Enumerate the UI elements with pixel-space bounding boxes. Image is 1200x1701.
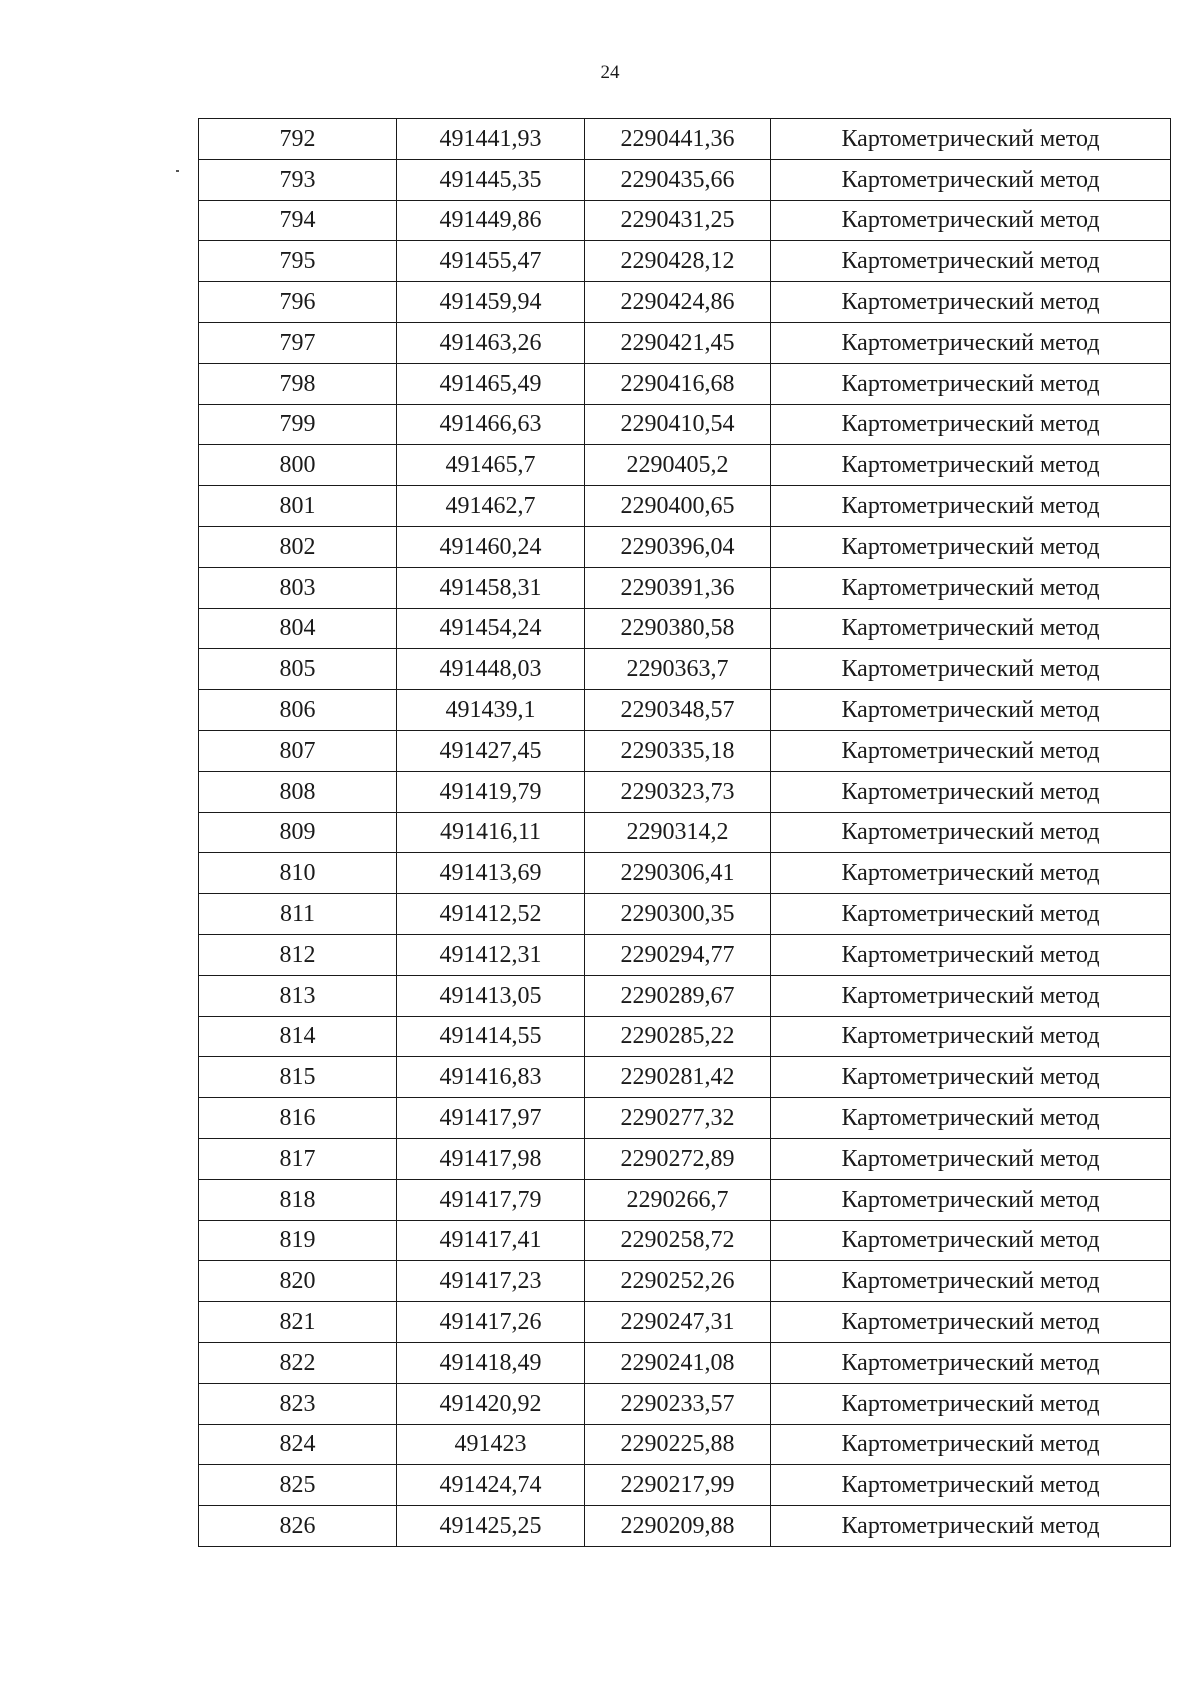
page-number: 24 — [600, 62, 620, 83]
table-row — [199, 649, 1171, 690]
point-number-cell: 801 — [199, 486, 397, 527]
x-coordinate-cell: 491417,41 — [397, 1220, 585, 1261]
coordinates-table — [198, 118, 1171, 1547]
table-row — [199, 1057, 1171, 1098]
x-coordinate-cell: 491420,92 — [397, 1383, 585, 1424]
y-coordinate-cell: 2290314,2 — [585, 812, 771, 853]
method-cell: Картометрический метод — [771, 1016, 1171, 1057]
x-coordinate-cell: 491413,05 — [397, 975, 585, 1016]
method-cell: Картометрический метод — [771, 282, 1171, 323]
method-cell: Картометрический метод — [771, 159, 1171, 200]
method-cell: Картометрический метод — [771, 1424, 1171, 1465]
method-cell: Картометрический метод — [771, 404, 1171, 445]
x-coordinate-cell: 491441,93 — [397, 119, 585, 160]
method-cell: Картометрический метод — [771, 1261, 1171, 1302]
y-coordinate-cell: 2290363,7 — [585, 649, 771, 690]
table-row — [199, 159, 1171, 200]
y-coordinate-cell: 2290441,36 — [585, 119, 771, 160]
table-row — [199, 1465, 1171, 1506]
x-coordinate-cell: 491414,55 — [397, 1016, 585, 1057]
y-coordinate-cell: 2290424,86 — [585, 282, 771, 323]
y-coordinate-cell: 2290252,26 — [585, 1261, 771, 1302]
x-coordinate-cell: 491413,69 — [397, 853, 585, 894]
y-coordinate-cell: 2290306,41 — [585, 853, 771, 894]
x-coordinate-cell: 491465,7 — [397, 445, 585, 486]
y-coordinate-cell: 2290209,88 — [585, 1506, 771, 1547]
point-number-cell: 813 — [199, 975, 397, 1016]
table-row — [199, 975, 1171, 1016]
point-number-cell: 825 — [199, 1465, 397, 1506]
method-cell: Картометрический метод — [771, 649, 1171, 690]
x-coordinate-cell: 491417,26 — [397, 1302, 585, 1343]
method-cell: Картометрический метод — [771, 771, 1171, 812]
y-coordinate-cell: 2290380,58 — [585, 608, 771, 649]
x-coordinate-cell: 491439,1 — [397, 690, 585, 731]
method-cell: Картометрический метод — [771, 322, 1171, 363]
point-number-cell: 811 — [199, 894, 397, 935]
table-row — [199, 1383, 1171, 1424]
method-cell: Картометрический метод — [771, 1179, 1171, 1220]
table-row — [199, 1424, 1171, 1465]
y-coordinate-cell: 2290400,65 — [585, 486, 771, 527]
x-coordinate-cell: 491459,94 — [397, 282, 585, 323]
point-number-cell: 822 — [199, 1342, 397, 1383]
point-number-cell: 808 — [199, 771, 397, 812]
table-row — [199, 771, 1171, 812]
method-cell: Картометрический метод — [771, 1138, 1171, 1179]
y-coordinate-cell: 2290285,22 — [585, 1016, 771, 1057]
y-coordinate-cell: 2290431,25 — [585, 200, 771, 241]
coordinates-table-body — [199, 119, 1171, 1547]
point-number-cell: 805 — [199, 649, 397, 690]
x-coordinate-cell: 491417,79 — [397, 1179, 585, 1220]
table-row — [199, 730, 1171, 771]
point-number-cell: 796 — [199, 282, 397, 323]
table-row — [199, 200, 1171, 241]
method-cell: Картометрический метод — [771, 567, 1171, 608]
point-number-cell: 799 — [199, 404, 397, 445]
point-number-cell: 821 — [199, 1302, 397, 1343]
x-coordinate-cell: 491419,79 — [397, 771, 585, 812]
method-cell: Картометрический метод — [771, 934, 1171, 975]
method-cell: Картометрический метод — [771, 200, 1171, 241]
point-number-cell: 810 — [199, 853, 397, 894]
y-coordinate-cell: 2290391,36 — [585, 567, 771, 608]
point-number-cell: 812 — [199, 934, 397, 975]
method-cell: Картометрический метод — [771, 363, 1171, 404]
table-row — [199, 934, 1171, 975]
y-coordinate-cell: 2290300,35 — [585, 894, 771, 935]
y-coordinate-cell: 2290281,42 — [585, 1057, 771, 1098]
x-coordinate-cell: 491417,23 — [397, 1261, 585, 1302]
point-number-cell: 800 — [199, 445, 397, 486]
point-number-cell: 797 — [199, 322, 397, 363]
method-cell: Картометрический метод — [771, 1098, 1171, 1139]
table-row — [199, 1179, 1171, 1220]
x-coordinate-cell: 491466,63 — [397, 404, 585, 445]
point-number-cell: 804 — [199, 608, 397, 649]
point-number-cell: 803 — [199, 567, 397, 608]
y-coordinate-cell: 2290410,54 — [585, 404, 771, 445]
method-cell: Картометрический метод — [771, 894, 1171, 935]
point-number-cell: 826 — [199, 1506, 397, 1547]
x-coordinate-cell: 491445,35 — [397, 159, 585, 200]
table-row — [199, 526, 1171, 567]
table-row — [199, 1016, 1171, 1057]
y-coordinate-cell: 2290405,2 — [585, 445, 771, 486]
table-row — [199, 486, 1171, 527]
method-cell: Картометрический метод — [771, 1465, 1171, 1506]
point-number-cell: 807 — [199, 730, 397, 771]
table-row — [199, 1506, 1171, 1547]
x-coordinate-cell: 491454,24 — [397, 608, 585, 649]
x-coordinate-cell: 491460,24 — [397, 526, 585, 567]
x-coordinate-cell: 491465,49 — [397, 363, 585, 404]
table-row — [199, 1220, 1171, 1261]
point-number-cell: 792 — [199, 119, 397, 160]
y-coordinate-cell: 2290335,18 — [585, 730, 771, 771]
y-coordinate-cell: 2290416,68 — [585, 363, 771, 404]
table-row — [199, 1261, 1171, 1302]
x-coordinate-cell: 491412,31 — [397, 934, 585, 975]
table-row — [199, 119, 1171, 160]
x-coordinate-cell: 491416,83 — [397, 1057, 585, 1098]
table-row — [199, 853, 1171, 894]
point-number-cell: 798 — [199, 363, 397, 404]
point-number-cell: 806 — [199, 690, 397, 731]
x-coordinate-cell: 491425,25 — [397, 1506, 585, 1547]
method-cell: Картометрический метод — [771, 812, 1171, 853]
table-row — [199, 322, 1171, 363]
method-cell: Картометрический метод — [771, 1383, 1171, 1424]
table-row — [199, 608, 1171, 649]
y-coordinate-cell: 2290266,7 — [585, 1179, 771, 1220]
table-row — [199, 1302, 1171, 1343]
x-coordinate-cell: 491448,03 — [397, 649, 585, 690]
y-coordinate-cell: 2290217,99 — [585, 1465, 771, 1506]
method-cell: Картометрический метод — [771, 486, 1171, 527]
x-coordinate-cell: 491462,7 — [397, 486, 585, 527]
y-coordinate-cell: 2290323,73 — [585, 771, 771, 812]
point-number-cell: 793 — [199, 159, 397, 200]
y-coordinate-cell: 2290247,31 — [585, 1302, 771, 1343]
method-cell: Картометрический метод — [771, 1342, 1171, 1383]
method-cell: Картометрический метод — [771, 730, 1171, 771]
x-coordinate-cell: 491463,26 — [397, 322, 585, 363]
y-coordinate-cell: 2290294,77 — [585, 934, 771, 975]
point-number-cell: 802 — [199, 526, 397, 567]
method-cell: Картометрический метод — [771, 445, 1171, 486]
table-row — [199, 282, 1171, 323]
method-cell: Картометрический метод — [771, 241, 1171, 282]
x-coordinate-cell: 491412,52 — [397, 894, 585, 935]
y-coordinate-cell: 2290289,67 — [585, 975, 771, 1016]
method-cell: Картометрический метод — [771, 1302, 1171, 1343]
method-cell: Картометрический метод — [771, 1057, 1171, 1098]
table-row — [199, 363, 1171, 404]
point-number-cell: 823 — [199, 1383, 397, 1424]
table-row — [199, 445, 1171, 486]
y-coordinate-cell: 2290348,57 — [585, 690, 771, 731]
point-number-cell: 824 — [199, 1424, 397, 1465]
table-row — [199, 1098, 1171, 1139]
scan-speck — [176, 170, 179, 172]
point-number-cell: 818 — [199, 1179, 397, 1220]
x-coordinate-cell: 491416,11 — [397, 812, 585, 853]
table-row — [199, 1342, 1171, 1383]
point-number-cell: 819 — [199, 1220, 397, 1261]
table-row — [199, 241, 1171, 282]
method-cell: Картометрический метод — [771, 853, 1171, 894]
point-number-cell: 809 — [199, 812, 397, 853]
y-coordinate-cell: 2290272,89 — [585, 1138, 771, 1179]
y-coordinate-cell: 2290435,66 — [585, 159, 771, 200]
y-coordinate-cell: 2290225,88 — [585, 1424, 771, 1465]
point-number-cell: 816 — [199, 1098, 397, 1139]
x-coordinate-cell: 491423 — [397, 1424, 585, 1465]
point-number-cell: 795 — [199, 241, 397, 282]
y-coordinate-cell: 2290421,45 — [585, 322, 771, 363]
x-coordinate-cell: 491455,47 — [397, 241, 585, 282]
method-cell: Картометрический метод — [771, 119, 1171, 160]
method-cell: Картометрический метод — [771, 608, 1171, 649]
table-row — [199, 1138, 1171, 1179]
method-cell: Картометрический метод — [771, 975, 1171, 1016]
method-cell: Картометрический метод — [771, 690, 1171, 731]
point-number-cell: 817 — [199, 1138, 397, 1179]
table-row — [199, 690, 1171, 731]
point-number-cell: 794 — [199, 200, 397, 241]
method-cell: Картометрический метод — [771, 1220, 1171, 1261]
x-coordinate-cell: 491458,31 — [397, 567, 585, 608]
x-coordinate-cell: 491449,86 — [397, 200, 585, 241]
point-number-cell: 820 — [199, 1261, 397, 1302]
y-coordinate-cell: 2290258,72 — [585, 1220, 771, 1261]
y-coordinate-cell: 2290428,12 — [585, 241, 771, 282]
x-coordinate-cell: 491417,97 — [397, 1098, 585, 1139]
method-cell: Картометрический метод — [771, 526, 1171, 567]
x-coordinate-cell: 491424,74 — [397, 1465, 585, 1506]
point-number-cell: 815 — [199, 1057, 397, 1098]
point-number-cell: 814 — [199, 1016, 397, 1057]
y-coordinate-cell: 2290396,04 — [585, 526, 771, 567]
y-coordinate-cell: 2290233,57 — [585, 1383, 771, 1424]
x-coordinate-cell: 491417,98 — [397, 1138, 585, 1179]
table-row — [199, 567, 1171, 608]
table-row — [199, 404, 1171, 445]
y-coordinate-cell: 2290277,32 — [585, 1098, 771, 1139]
table-row — [199, 812, 1171, 853]
method-cell: Картометрический метод — [771, 1506, 1171, 1547]
table-row — [199, 894, 1171, 935]
y-coordinate-cell: 2290241,08 — [585, 1342, 771, 1383]
x-coordinate-cell: 491427,45 — [397, 730, 585, 771]
x-coordinate-cell: 491418,49 — [397, 1342, 585, 1383]
